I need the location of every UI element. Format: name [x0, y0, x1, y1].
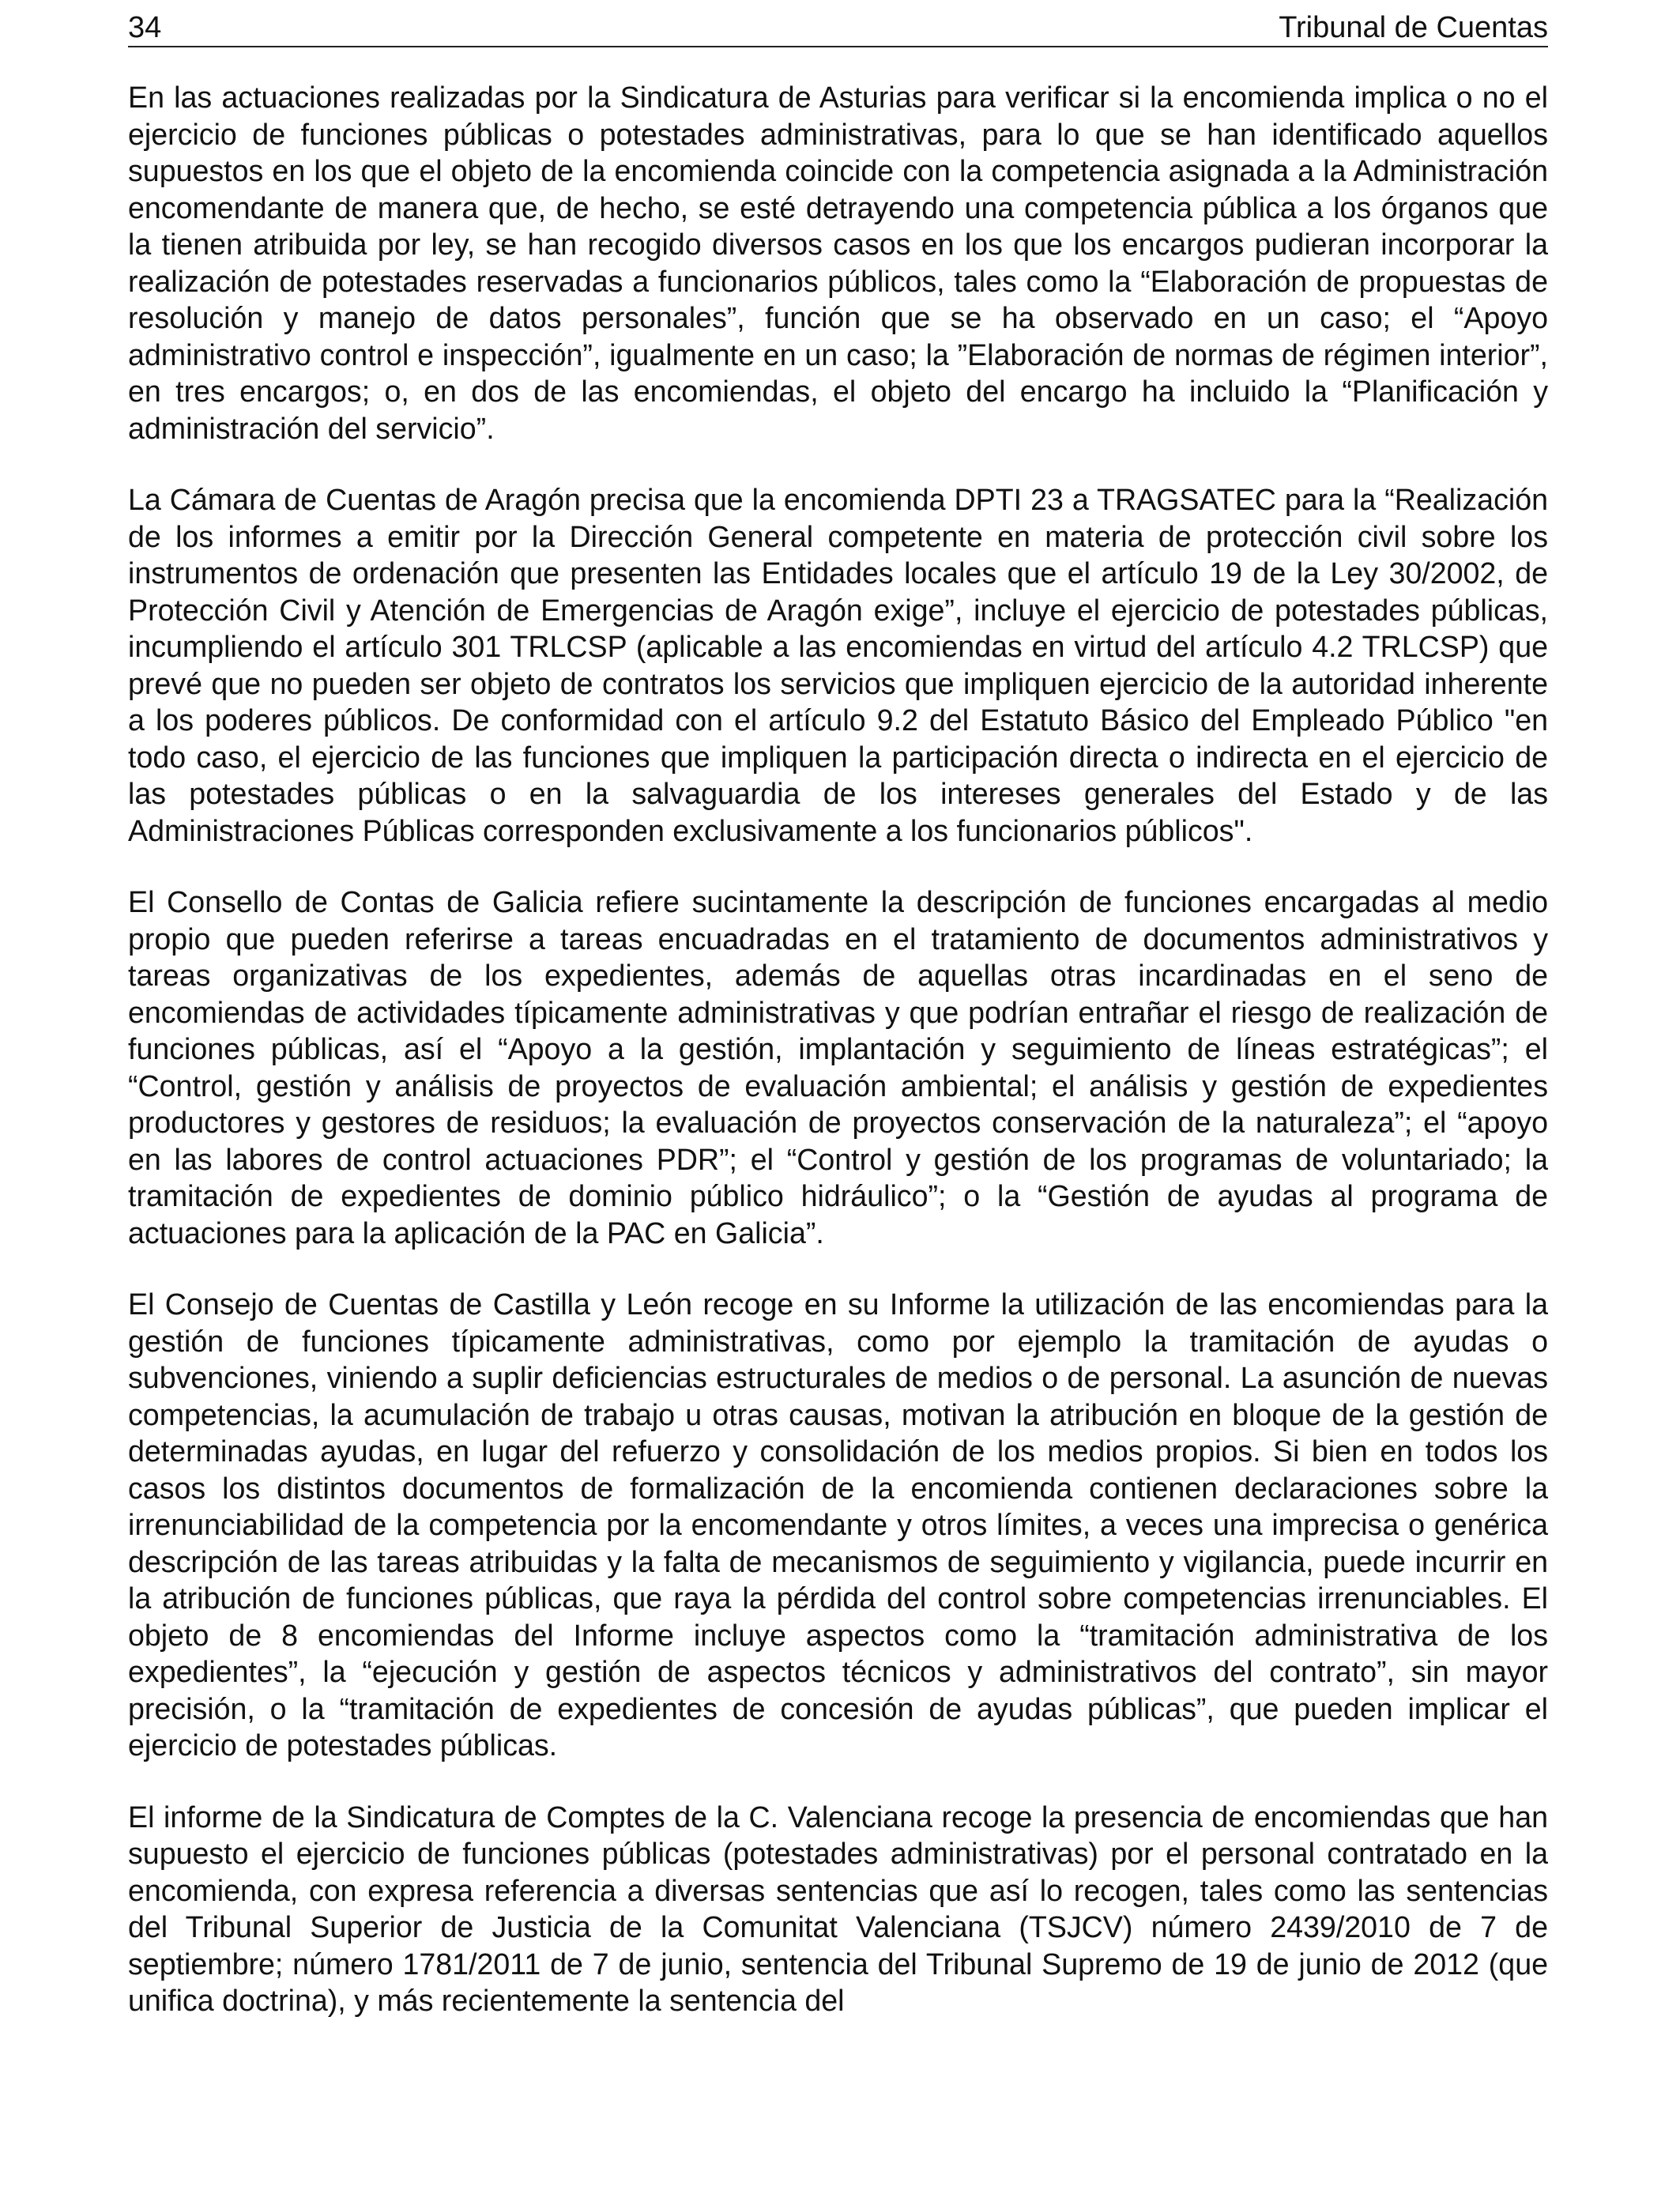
paragraph-valenciana: El informe de la Sindicatura de Comptes de la C. Valenciana recoge la presencia de encomiendas que han supuesto el ejercicio de funciones públicas (potestades administrativas) por el personal contratado en la encomienda, con expresa referencia a diversas sentencias que así lo recogen, tales como las sentencias del Tribunal Superior de Justicia de la Comunitat Valenciana (TSJCV) número 2439/2010 de 7 de septiembre; número 1781/2011 de 7 de junio, sentencia del Tribunal Supremo de 19 de junio de 2012 (que unifica doctrina), y más recientemente la sentencia del	[128, 1800, 1548, 2017]
body-text	[128, 79, 1548, 2054]
paragraph-asturias: En las actuaciones realizadas por la Sindicatura de Asturias para verificar si la encomienda implica o no el ejercicio de funciones públicas o potestades administrativas, para lo que se han identificado aquellos supuestos en los que el objeto de la encomienda coincide con la competencia asignada a la Administración encomendante de manera que, de hecho, se esté detrayendo una competencia pública a los órganos que la tienen atribuida por ley, se han recogido diversos casos en los que los encargos pudieran incorporar la realización de potestades reservadas a funcionarios públicos, tales como la “Elaboración de propuestas de resolución y manejo de datos personales”, función que se ha observado en un caso; el “Apoyo administrativo control e inspección”, igualmente en un caso; la ”Elaboración de normas de régimen interior”, en tres encargos; o, en dos de las encomiendas, el objeto del encargo ha incluido la “Planificación y administración del servicio”.	[128, 81, 1548, 445]
paragraph-aragon: La Cámara de Cuentas de Aragón precisa que la encomienda DPTI 23 a TRAGSATEC para la “Realización de los informes a emitir por la Dirección General competente en materia de protección civil sobre los instrumentos de ordenación que presenten las Entidades locales que el artículo 19 de la Ley 30/2002, de Protección Civil y Atención de Emergencias de Aragón exige”, incluye el ejercicio de potestades públicas, incumpliendo el artículo 301 TRLCSP (aplicable a las encomiendas en virtud del artículo 4.2 TRLCSP) que prevé que no pueden ser objeto de contratos los servicios que impliquen ejercicio de la autoridad inherente a los poderes públicos. De conformidad con el artículo 9.2 del Estatuto Básico del Empleado Público "en todo caso, el ejercicio de las funciones que impliquen la participación directa o indirecta en el ejercicio de las potestades públicas o en la salvaguardia de los intereses generales del Estado y de las Administraciones Públicas corresponden exclusivamente a los funcionarios públicos".	[128, 483, 1548, 847]
running-title: Tribunal de Cuentas	[1279, 11, 1548, 44]
paragraph-castilla-leon: El Consejo de Cuentas de Castilla y León recoge en su Informe la utilización de las encomiendas para la gestión de funciones típicamente administrativas, como por ejemplo la tramitación de ayudas o subvenciones, viniendo a suplir deficiencias estructurales de medios o de personal. La asunción de nuevas competencias, la acumulación de trabajo u otras causas, motivan la atribución en bloque de la gestión de determinadas ayudas, en lugar del refuerzo y consolidación de los medios propios. Si bien en todos los casos los distintos documentos de formalización de la encomienda contienen declaraciones sobre la irrenunciabilidad de la competencia por la encomendante y otros límites, a veces una imprecisa o genérica descripción de las tareas atribuidas y la falta de mecanismos de seguimiento y vigilancia, puede incurrir en la atribución de funciones públicas, que raya la pérdida del control sobre competencias irrenunciables. El objeto de 8 encomiendas del Informe incluye aspectos como la “tramitación administrativa de los expedientes”, la “ejecución y gestión de aspectos técnicos y administrativos del contrato”, sin mayor precisión, o la “tramitación de expedientes de concesión de ayudas públicas”, que pueden implicar el ejercicio de potestades públicas.	[128, 1287, 1548, 1762]
page-header	[128, 8, 1548, 47]
page-number: 34	[128, 11, 162, 44]
paragraph-galicia: El Consello de Contas de Galicia refiere sucintamente la descripción de funciones encargadas al medio propio que pueden referirse a tareas encuadradas en el tratamiento de documentos administrativos y tareas organizativas de los expedientes, además de aquellas otras incardinadas en el seno de encomiendas de actividades típicamente administrativas y que podrían entrañar el riesgo de realización de funciones públicas, así el “Apoyo a la gestión, implantación y seguimiento de líneas estratégicas”; el “Control, gestión y análisis de proyectos de evaluación ambiental; el análisis y gestión de expedientes productores y gestores de residuos; la evaluación de proyectos conservación de la naturaleza”; el “apoyo en las labores de control actuaciones PDR”; el “Control y gestión de los programas de voluntariado; la tramitación de expedientes de dominio público hidráulico”; o la “Gestión de ayudas al programa de actuaciones para la aplicación de la PAC en Galicia”.	[128, 885, 1548, 1250]
